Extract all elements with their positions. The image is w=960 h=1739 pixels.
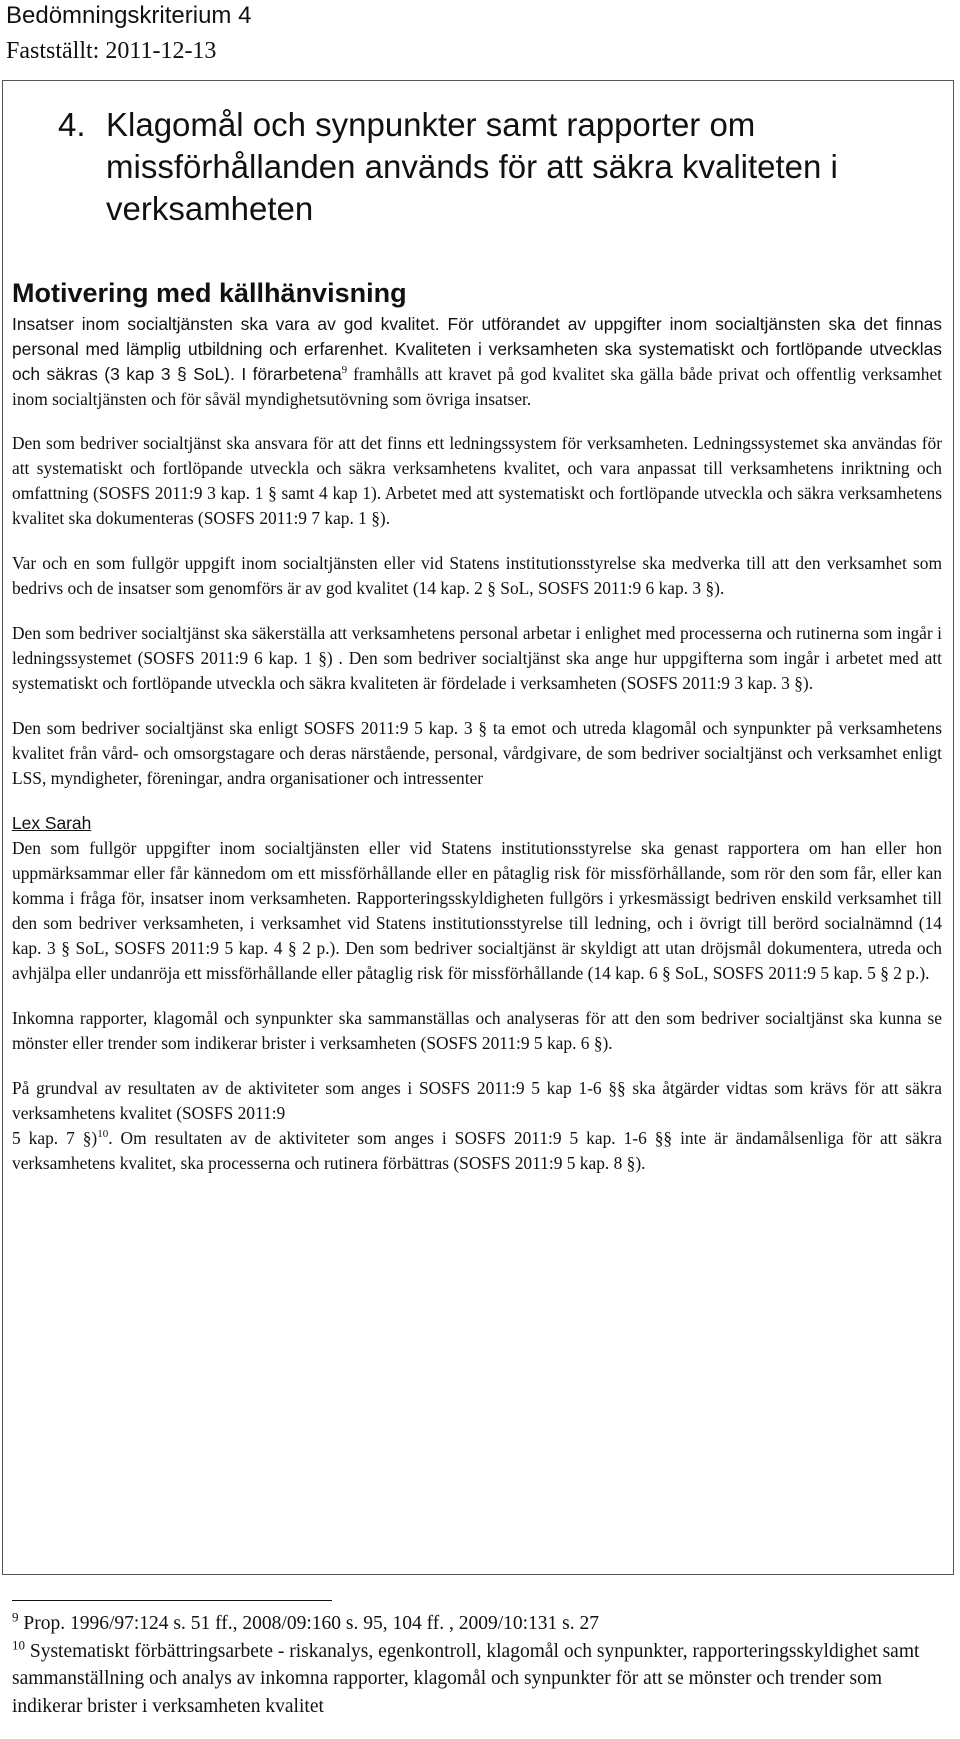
paragraph-participation: Var och en som fullgör uppgift inom socialtjänsten eller vid Statens institutionsstyrelse ska medverka till att den verksamhet som bedrivs och de insatser som genomförs är av god kvalitet (14 kap. 2 § SoL, SOSFS 2011:9 6 kap. 3 §). — [12, 553, 942, 598]
footnote-number: 9 — [12, 1609, 19, 1625]
motivation-body — [12, 312, 942, 1176]
footnote-10 — [12, 1638, 952, 1721]
footnote-number: 10 — [12, 1637, 25, 1652]
lex-sarah-text: Den som fullgör uppgifter inom socialtjänsten eller vid Statens institutionsstyrelse ska genast rapportera om han eller hon uppmärksammar eller får kännedom om ett missförhållande eller en påtaglig risk för missförhållande, som rör den som får, eller kan komma i fråga för, insatser inom verksamheten. Rapporteringsskyldigheten fullgörs i yrkesmässigt bedriven enskild verksamhet till den som bedriver verksamheten, i verksamhet vid Statens institutionsstyrelse till ledning, och i övrigt till berörd socialnämnd (14 kap. 3 § SoL, SOSFS 2011:9 5 kap. 4 § 2 p.). Den som bedriver socialtjänst är skyldigt att utan dröjsmål dokumentera, utreda och avhjälpa eller undanröja ett missförhållande eller påtaglig risk för missförhållande (14 kap. 6 § SoL, SOSFS 2011:9 5 kap. 5 § 2 p.). — [12, 838, 942, 983]
paragraph-quality-rest: framhålls att kravet på god kvalitet ska gälla både privat och offentlig verksamhet inom socialtjänsten och för såväl myndighetsutövning som övriga insatser. — [12, 364, 943, 409]
paragraph-measures-rest: . Om resultaten av de aktiviteter som anges i SOSFS 2011:9 5 kap. 1-6 §§ inte är ändamålsenliga för att säkra verksamhetens kvalitet, ska processerna och rutinera förbättras (SOSFS 2011:9 5 kap. 8 §). — [12, 1128, 942, 1173]
footnote-9 — [12, 1610, 952, 1638]
paragraph-analysis: Inkomna rapporter, klagomål och synpunkter ska sammanställas och analyseras för att den som bedriver socialtjänst ska kunna se mönster eller trender som indikerar brister i verksamheten (SOSFS 2011:9 5 kap. 6 §). — [12, 1008, 942, 1053]
section-title: Klagomål och synpunkter samt rapporter om missförhållanden används för att säkra kvaliteten i verksamheten — [106, 106, 838, 227]
lex-sarah-heading: Lex Sarah — [12, 813, 92, 833]
established-date: Fastställt: 2011-12-13 — [6, 38, 217, 64]
paragraph-quality-lead: Insatser inom socialtjänsten ska vara av god kvalitet. För utförandet av uppgifter inom socialtjänsten ska det finnas personal med lämplig utbildning och erfarenhet. Kvaliteten i verksamheten ska systematiskt och fortlöpande utvecklas och säkras (3 kap 3 § SoL). I förarbetena — [12, 314, 942, 384]
paragraph-measures-lead: På grundval av resultaten av de aktiviteter som anges i SOSFS 2011:9 5 kap 1-6 §§ ska åtgärder vidtas som krävs för att säkra verksamhetens kvalitet (SOSFS 2011:9 — [12, 1078, 942, 1123]
motivation-heading: Motivering med källhänvisning — [12, 278, 407, 308]
criterion-label: Bedömningskriterium 4 — [6, 2, 252, 29]
paragraph-measures — [12, 1076, 942, 1176]
footnote-divider — [12, 1600, 332, 1601]
paragraph-management-system: Den som bedriver socialtjänst ska ansvara för att det finns ett ledningssystem för verksamheten. Ledningssystemet ska användas för att systematiskt och fortlöpande utveckla och säkra verksamhetens kvalitet, och vara anpassat till verksamhetens inriktning och omfattning (SOSFS 2011:9 3 kap. 1 § samt 4 kap 1). Arbetet med att systematiskt och fortlöpande utveckla och säkra verksamhetens kvalitet ska dokumenteras (SOSFS 2011:9 7 kap. 1 §). — [12, 433, 942, 528]
paragraph-staff-processes: Den som bedriver socialtjänst ska säkerställa att verksamhetens personal arbetar i enlighet med processerna och rutinerna som ingår i ledningssystemet (SOSFS 2011:9 6 kap. 1 §) . Den som bedriver socialtjänst ska ange hur uppgifterna som ingår i arbetet med att systematiskt och fortlöpande utveckla och säkra kvaliteten är fördelade i verksamheten (SOSFS 2011:9 3 kap. 3 §). — [12, 623, 942, 693]
footnote-text: Prop. 1996/97:124 s. 51 ff., 2008/09:160 s. 95, 104 ff. , 2009/10:131 s. 27 — [18, 1613, 600, 1634]
footnotes — [12, 1610, 952, 1720]
footnote-text: Systematiskt förbättringsarbete - riskanalys, egenkontroll, klagomål och synpunkter, rapporteringsskyldighet samt sammanställning och analys av inkomna rapporter, klagomål och synpunkter för att se mönster och trender som indikerar brister i verksamheten kvalitet — [12, 1640, 920, 1717]
paragraph-quality — [12, 312, 942, 412]
paragraph-measures-ref: 5 kap. 7 §) — [12, 1128, 98, 1148]
section-number: 4. — [58, 106, 86, 143]
footnote-ref-9: 9 — [341, 364, 348, 377]
paragraph-complaints: Den som bedriver socialtjänst ska enligt SOSFS 2011:9 5 kap. 3 § ta emot och utreda klagomål och synpunkter på verksamhetens kvalitet från vård- och omsorgstagare och deras närstående, personal, vårdgivare, de som bedriver socialtjänst och verksamhet enligt LSS, myndigheter, föreningar, andra organisationer och intressenter — [12, 718, 942, 788]
footnote-ref-10: 10 — [97, 1128, 109, 1141]
